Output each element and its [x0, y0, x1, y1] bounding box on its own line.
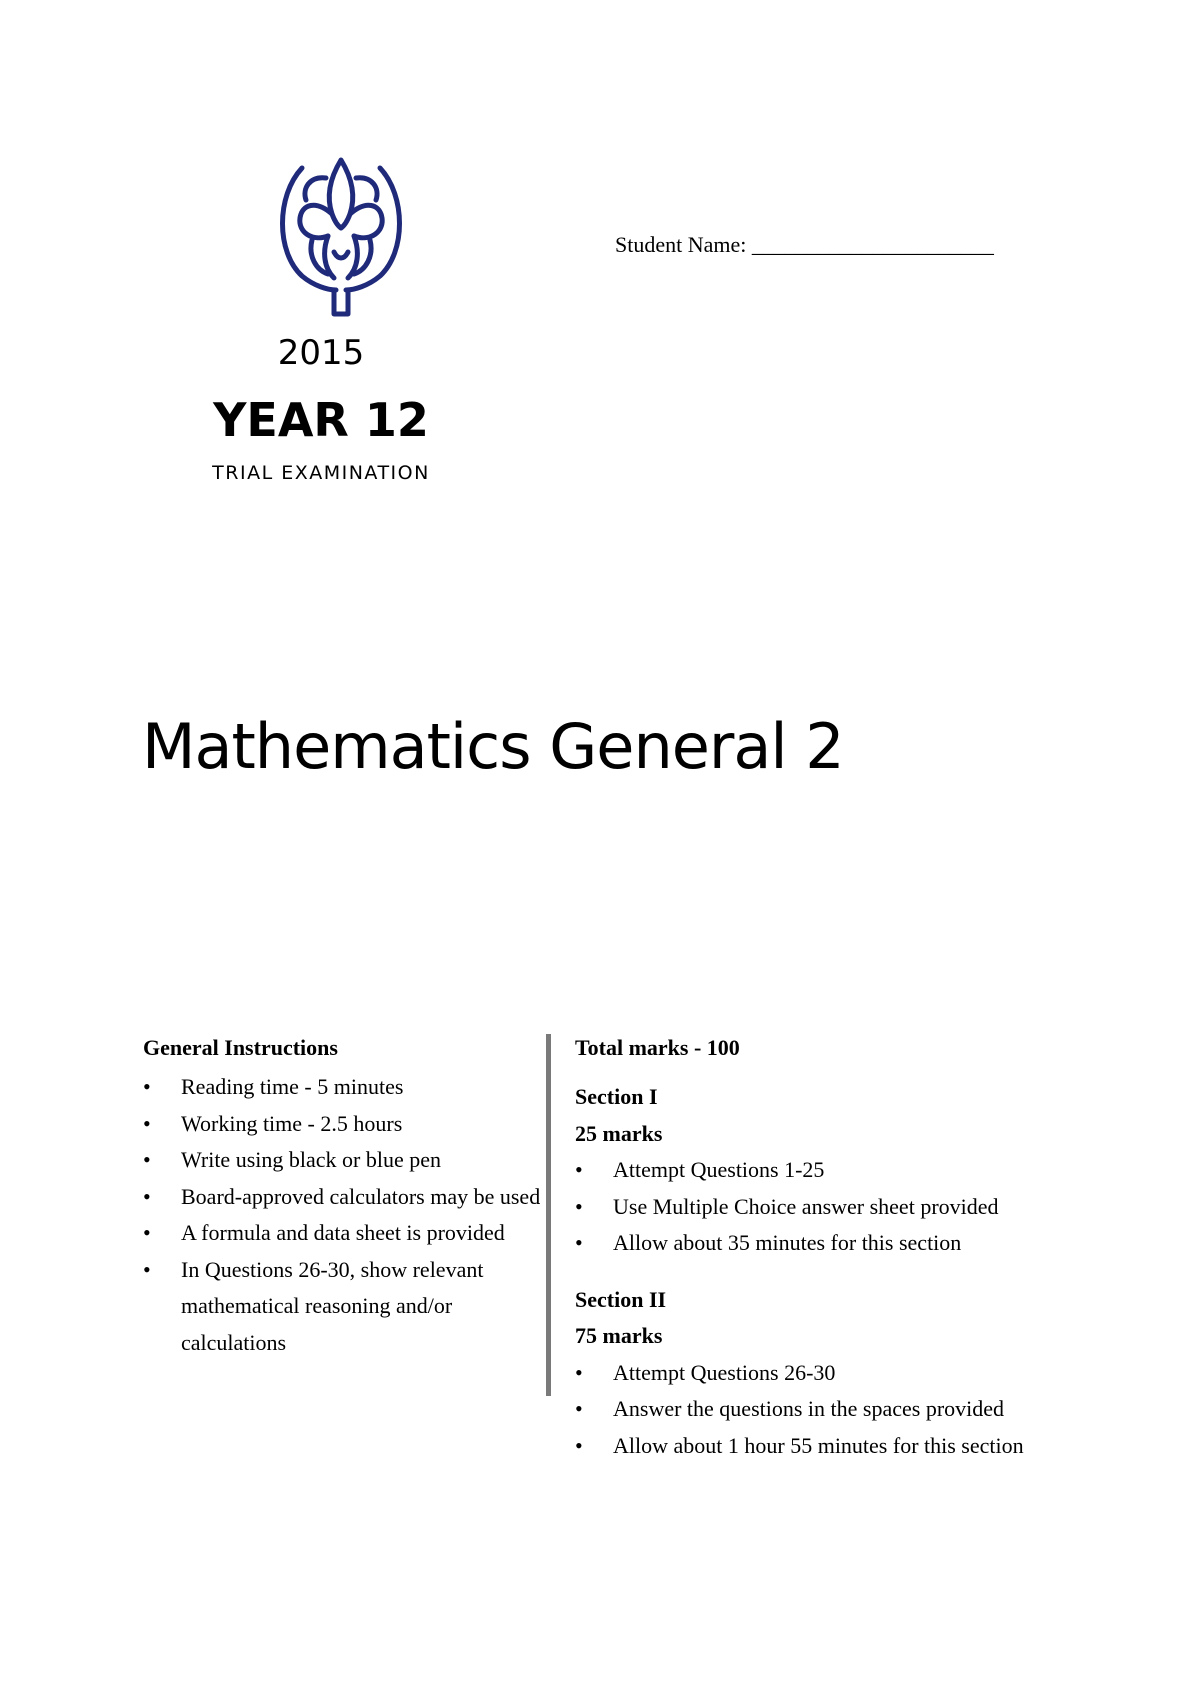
section-1-title: Section I	[575, 1084, 658, 1109]
list-item: • Write using black or blue pen	[143, 1142, 543, 1179]
list-item: • Allow about 1 hour 55 minutes for this section	[575, 1428, 1095, 1465]
list-item: • Attempt Questions 26-30	[575, 1355, 1095, 1392]
student-name-field[interactable]: Student Name: ______________________	[615, 232, 994, 257]
list-item: • A formula and data sheet is provided	[143, 1215, 543, 1252]
exam-type: TRIAL EXAMINATION	[212, 462, 430, 484]
subject-title: Mathematics General 2	[142, 710, 844, 783]
list-item: • Answer the questions in the spaces provided	[575, 1391, 1095, 1428]
general-instructions-heading: General Instructions	[143, 1035, 338, 1060]
list-item: • Board-approved calculators may be used	[143, 1179, 543, 1216]
section-1-list	[575, 1152, 1095, 1262]
instructions-list	[143, 1069, 543, 1361]
total-marks: Total marks - 100	[575, 1035, 740, 1060]
list-item: • Attempt Questions 1-25	[575, 1152, 1095, 1189]
section-2-title: Section II	[575, 1286, 667, 1312]
marks-summary	[575, 1033, 1095, 1464]
column-divider	[546, 1034, 551, 1396]
list-item: • Working time - 2.5 hours	[143, 1106, 543, 1143]
section-2-marks: 75 marks	[575, 1323, 663, 1348]
exam-year: 2015	[277, 333, 365, 373]
list-item: • In Questions 26-30, show relevant mathematical reasoning and/or calculations	[143, 1252, 543, 1362]
section-1-marks: 25 marks	[575, 1120, 663, 1146]
list-item: • Allow about 35 minutes for this section	[575, 1225, 1095, 1262]
school-crest-logo	[272, 156, 410, 328]
grade-title: YEAR 12	[213, 393, 429, 447]
list-item: • Use Multiple Choice answer sheet provided	[575, 1189, 1095, 1226]
general-instructions	[143, 1033, 543, 1361]
section-2-list	[575, 1355, 1095, 1465]
list-item: • Reading time - 5 minutes	[143, 1069, 543, 1106]
